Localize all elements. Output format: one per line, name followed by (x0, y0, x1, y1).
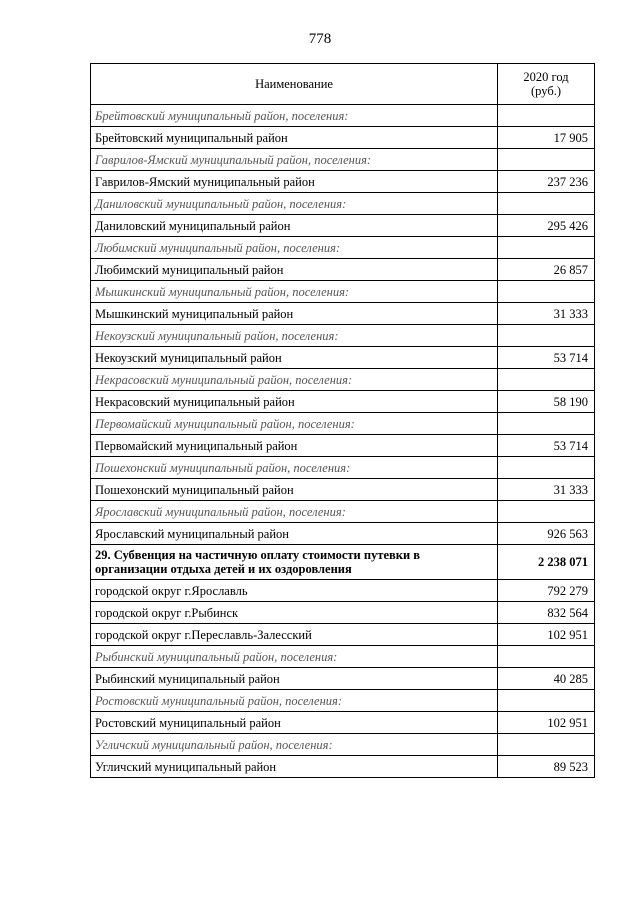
row-name: Мышкинский муниципальный район, поселения: (91, 281, 498, 303)
table-row (91, 215, 595, 237)
row-name: Рыбинский муниципальный район, поселения: (91, 646, 498, 668)
row-value: 102 951 (498, 624, 595, 646)
table-row (91, 624, 595, 646)
row-value (498, 413, 595, 435)
row-value (498, 193, 595, 215)
row-name: городской округ г.Рыбинск (91, 602, 498, 624)
row-name: Некрасовский муниципальный район (91, 391, 498, 413)
row-value (498, 501, 595, 523)
table-row (91, 127, 595, 149)
row-name: Некоузский муниципальный район, поселения: (91, 325, 498, 347)
row-value (498, 646, 595, 668)
table-section-row (91, 545, 595, 580)
table-group-row (91, 734, 595, 756)
row-value: 792 279 (498, 580, 595, 602)
row-name: Угличский муниципальный район, поселения: (91, 734, 498, 756)
row-name: Пошехонский муниципальный район, поселения: (91, 457, 498, 479)
table-group-row (91, 325, 595, 347)
row-name: Любимский муниципальный район (91, 259, 498, 281)
budget-table (90, 63, 595, 778)
row-name: Некоузский муниципальный район (91, 347, 498, 369)
row-name: Угличский муниципальный район (91, 756, 498, 778)
row-name: Любимский муниципальный район, поселения: (91, 237, 498, 259)
row-value (498, 149, 595, 171)
row-value: 58 190 (498, 391, 595, 413)
row-name: Ярославский муниципальный район, поселения: (91, 501, 498, 523)
table-row (91, 435, 595, 457)
row-name: Пошехонский муниципальный район (91, 479, 498, 501)
column-header-year (498, 64, 595, 105)
row-value (498, 369, 595, 391)
table-group-row (91, 501, 595, 523)
row-value: 53 714 (498, 347, 595, 369)
row-value: 237 236 (498, 171, 595, 193)
table-row (91, 303, 595, 325)
row-value (498, 457, 595, 479)
table-group-row (91, 149, 595, 171)
row-value: 295 426 (498, 215, 595, 237)
table-row (91, 391, 595, 413)
row-value (498, 325, 595, 347)
row-value: 17 905 (498, 127, 595, 149)
row-value: 89 523 (498, 756, 595, 778)
row-name: Гаврилов-Ямский муниципальный район, поселения: (91, 149, 498, 171)
table-row (91, 602, 595, 624)
row-name: Мышкинский муниципальный район (91, 303, 498, 325)
table-group-row (91, 237, 595, 259)
row-value: 926 563 (498, 523, 595, 545)
row-value: 31 333 (498, 303, 595, 325)
row-value: 2 238 071 (498, 545, 595, 580)
row-name: Первомайский муниципальный район, поселения: (91, 413, 498, 435)
row-name: Ярославский муниципальный район (91, 523, 498, 545)
table-row (91, 580, 595, 602)
row-name: 29. Субвенция на частичную оплату стоимости путевки в организации отдыха детей и их оздоровления (91, 545, 498, 580)
row-name: Ростовский муниципальный район (91, 712, 498, 734)
table-header-row (91, 64, 595, 105)
table-row (91, 523, 595, 545)
row-value (498, 105, 595, 127)
column-header-year-line1: 2020 год (523, 70, 569, 84)
page-number: 778 (308, 31, 332, 47)
table-row (91, 347, 595, 369)
table-row (91, 668, 595, 690)
row-name: Даниловский муниципальный район, поселения: (91, 193, 498, 215)
row-value (498, 281, 595, 303)
row-value: 53 714 (498, 435, 595, 457)
table-group-row (91, 193, 595, 215)
table-row (91, 171, 595, 193)
table-group-row (91, 413, 595, 435)
table-group-row (91, 369, 595, 391)
row-value: 40 285 (498, 668, 595, 690)
row-name: Рыбинский муниципальный район (91, 668, 498, 690)
row-name: Первомайский муниципальный район (91, 435, 498, 457)
row-name: городской округ г.Переславль-Залесский (91, 624, 498, 646)
table-row (91, 712, 595, 734)
table-row (91, 259, 595, 281)
row-name: Гаврилов-Ямский муниципальный район (91, 171, 498, 193)
table-group-row (91, 105, 595, 127)
row-name: Брейтовский муниципальный район (91, 127, 498, 149)
table-group-row (91, 690, 595, 712)
row-name: Ростовский муниципальный район, поселения: (91, 690, 498, 712)
column-header-name: Наименование (91, 64, 498, 105)
row-value (498, 237, 595, 259)
table-body (91, 105, 595, 778)
row-name: Некрасовский муниципальный район, поселения: (91, 369, 498, 391)
row-value: 31 333 (498, 479, 595, 501)
row-value: 26 857 (498, 259, 595, 281)
row-name: городской округ г.Ярославль (91, 580, 498, 602)
row-name: Брейтовский муниципальный район, поселения: (91, 105, 498, 127)
row-value (498, 690, 595, 712)
row-value: 102 951 (498, 712, 595, 734)
column-header-year-line2: (руб.) (531, 84, 561, 98)
row-value: 832 564 (498, 602, 595, 624)
table-group-row (91, 281, 595, 303)
table-row (91, 756, 595, 778)
table-row (91, 479, 595, 501)
row-value (498, 734, 595, 756)
table-group-row (91, 457, 595, 479)
table-group-row (91, 646, 595, 668)
row-name: Даниловский муниципальный район (91, 215, 498, 237)
